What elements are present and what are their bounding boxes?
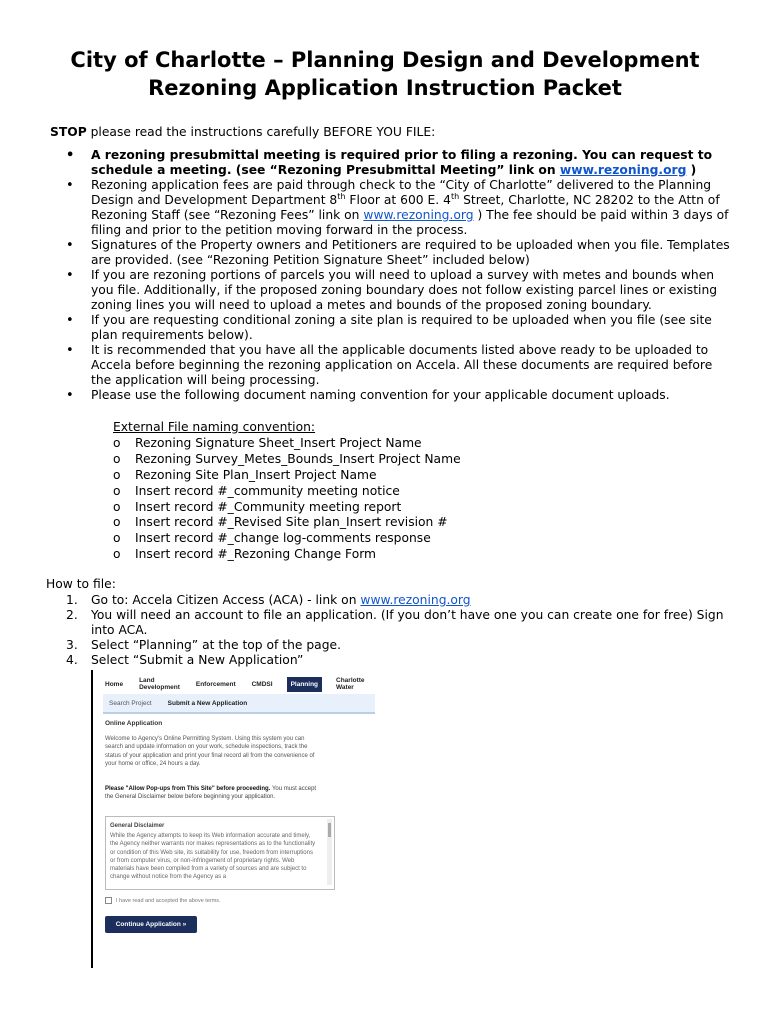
list-item: • It is recommended that you have all the applicable documents listed above ready to be uploaded to Accela before beginning the rezoning application on Accela. All these documents are required before the application will being processing. xyxy=(62,343,732,388)
agree-checkbox[interactable] xyxy=(105,897,112,904)
step-number: 4. xyxy=(66,653,78,667)
how-to-steps xyxy=(66,593,726,668)
agree-label: I have read and accepted the above terms. xyxy=(116,897,221,904)
naming-item xyxy=(113,436,461,452)
naming-item-text: Insert record #_Community meeting report xyxy=(135,499,402,514)
step-text: Select “Planning” at the top of the page. xyxy=(91,638,341,652)
superscript: th xyxy=(450,191,460,201)
list-item: • If you are rezoning portions of parcels you will need to upload a survey with metes and bounds when you file. Additionally, if the proposed zoning boundary does not follow existing parcel lines or existing zoning lines you will need to upload a metes and bounds of the proposed zoning boundary. xyxy=(62,268,732,313)
list-item: • Signatures of the Property owners and Petitioners are required to be uploaded when you file. Templates are provided. (see “Rezoning Petition Signature Sheet” included below) xyxy=(62,238,732,268)
bullet-text: ) xyxy=(686,163,697,177)
stop-label: STOP xyxy=(50,125,87,139)
naming-item xyxy=(113,531,461,547)
sub-bullet-marker: o xyxy=(113,499,121,514)
popup-notice-bold: Please "Allow Pop-ups from This Site" before proceeding. xyxy=(105,786,271,792)
disclaimer-box[interactable] xyxy=(105,816,335,890)
nav-cmdsi[interactable]: CMDSI xyxy=(251,680,273,688)
step-text: Select “Submit a New Application” xyxy=(91,653,304,667)
naming-item xyxy=(113,468,461,484)
title-line-1: City of Charlotte – Planning Design and Development xyxy=(70,48,700,72)
disclaimer-title: General Disclaimer xyxy=(110,823,165,829)
bullet-text: ) The fee should be paid within 3 days of filing and prior to the petition moving forward in the process. xyxy=(91,208,729,237)
step-text: Go to: Accela Citizen Access (ACA) - link on xyxy=(91,593,361,607)
sub-bullet-marker: o xyxy=(113,467,121,482)
submit-new-application-link[interactable]: Submit a New Application xyxy=(167,699,248,707)
naming-item-text: Rezoning Site Plan_Insert Project Name xyxy=(135,467,377,482)
sub-bullet-marker: o xyxy=(113,483,121,498)
naming-item-text: Insert record #_Rezoning Change Form xyxy=(135,547,377,562)
screenshot-border xyxy=(91,670,93,968)
naming-item xyxy=(113,547,461,563)
list-item xyxy=(62,148,732,178)
nav-land-development[interactable]: Land Development xyxy=(139,677,180,691)
naming-item-text: Insert record #_community meeting notice xyxy=(135,483,400,498)
rezoning-link[interactable]: www.rezoning.org xyxy=(363,208,474,222)
step-number: 1. xyxy=(66,593,78,607)
disclaimer-scrollbar[interactable] xyxy=(327,819,332,885)
sub-bullet-marker: o xyxy=(113,515,121,530)
naming-item-text: Insert record #_Revised Site plan_Insert revision # xyxy=(135,515,448,530)
bullet-text: A rezoning presubmittal meeting is required prior to filing a rezoning. You can request to schedule a meeting. (see “Rezoning Presubmittal Meeting” link on xyxy=(91,148,713,177)
step-item xyxy=(66,593,726,608)
sub-bullet-marker: o xyxy=(113,547,121,562)
online-application-heading: Online Application xyxy=(105,720,163,727)
popup-notice-rest: You must accept the General Disclaimer below before beginning your application. xyxy=(105,786,317,801)
nav-home[interactable]: Home xyxy=(105,680,124,688)
list-item: • Please use the following document naming convention for your applicable document uploads. xyxy=(62,388,732,403)
step-number: 3. xyxy=(66,638,78,652)
naming-header: External File naming convention: xyxy=(113,420,316,434)
search-project-link[interactable]: Search Project xyxy=(109,699,152,707)
sub-bullet-marker: o xyxy=(113,451,121,466)
naming-item xyxy=(113,515,461,531)
disclaimer-body: While the Agency attempts to keep its Web information accurate and timely, the Agency neither warrants nor makes representations as to the functionality or condition of this Web site, its suitability for use, freedom from interruptions or from computer virus, or non-infringement of proprietary rights. Web materials have been compiled from a variety of sources and are subject to change without notice from the Agency as a xyxy=(110,833,316,881)
nav-enforcement[interactable]: Enforcement xyxy=(195,680,236,688)
nav-planning[interactable]: Planning xyxy=(287,677,322,692)
accela-subnav xyxy=(103,694,375,714)
step-item xyxy=(66,653,726,668)
bullet-text: Street, Charlotte, NC 28202 to the Attn of Rezoning Staff (see “Rezoning Fees” link on xyxy=(91,193,720,222)
step-item xyxy=(66,638,726,653)
rezoning-link[interactable]: www.rezoning.org xyxy=(559,163,687,177)
stop-text: please read the instructions carefully BEFORE YOU FILE: xyxy=(86,125,436,139)
sub-bullet-marker: o xyxy=(113,531,121,546)
how-to-file-label: How to file: xyxy=(46,577,116,591)
superscript: th xyxy=(337,191,346,201)
naming-item-text: Rezoning Survey_Metes_Bounds_Insert Project Name xyxy=(135,451,461,466)
naming-item-text: Rezoning Signature Sheet_Insert Project Name xyxy=(135,435,422,450)
naming-item xyxy=(113,500,461,516)
instruction-list xyxy=(62,148,732,403)
welcome-text: Welcome to Agency's Online Permitting System. Using this system you can search and update information on your work, schedule inspections, track the status of your application and print your final record all from the convenience of your home or office, 24 hours a day. xyxy=(105,736,315,767)
stop-instruction xyxy=(50,125,435,140)
list-item xyxy=(62,178,732,238)
step-item xyxy=(66,608,726,638)
rezoning-link[interactable]: www.rezoning.org xyxy=(360,593,471,607)
continue-application-button[interactable]: Continue Application » xyxy=(105,916,197,933)
step-text: You will need an account to file an application. (If you don’t have one you can create one for free) Sign into ACA. xyxy=(91,608,724,637)
title-line-2: Rezoning Application Instruction Packet xyxy=(148,76,622,100)
naming-convention xyxy=(113,420,461,563)
nav-charlotte-water[interactable]: Charlotte Water xyxy=(336,677,365,691)
bullet-text: Rezoning application fees are paid through check to the “City of Charlotte” delivered to the Planning Design and Development Department 8 xyxy=(91,178,712,207)
accela-nav xyxy=(103,676,379,692)
step-number: 2. xyxy=(66,608,78,622)
accela-screenshot xyxy=(91,670,379,968)
bullet-text: Floor at 600 E. 4 xyxy=(345,193,451,207)
agree-row xyxy=(105,897,221,904)
naming-item xyxy=(113,484,461,500)
sub-bullet-marker: o xyxy=(113,435,121,450)
popup-notice xyxy=(105,785,323,802)
list-item: • If you are requesting conditional zoning a site plan is required to be uploaded when you file (see site plan requirements below). xyxy=(62,313,732,343)
naming-item xyxy=(113,452,461,468)
page-title xyxy=(0,46,770,102)
naming-item-text: Insert record #_change log-comments response xyxy=(135,531,431,546)
